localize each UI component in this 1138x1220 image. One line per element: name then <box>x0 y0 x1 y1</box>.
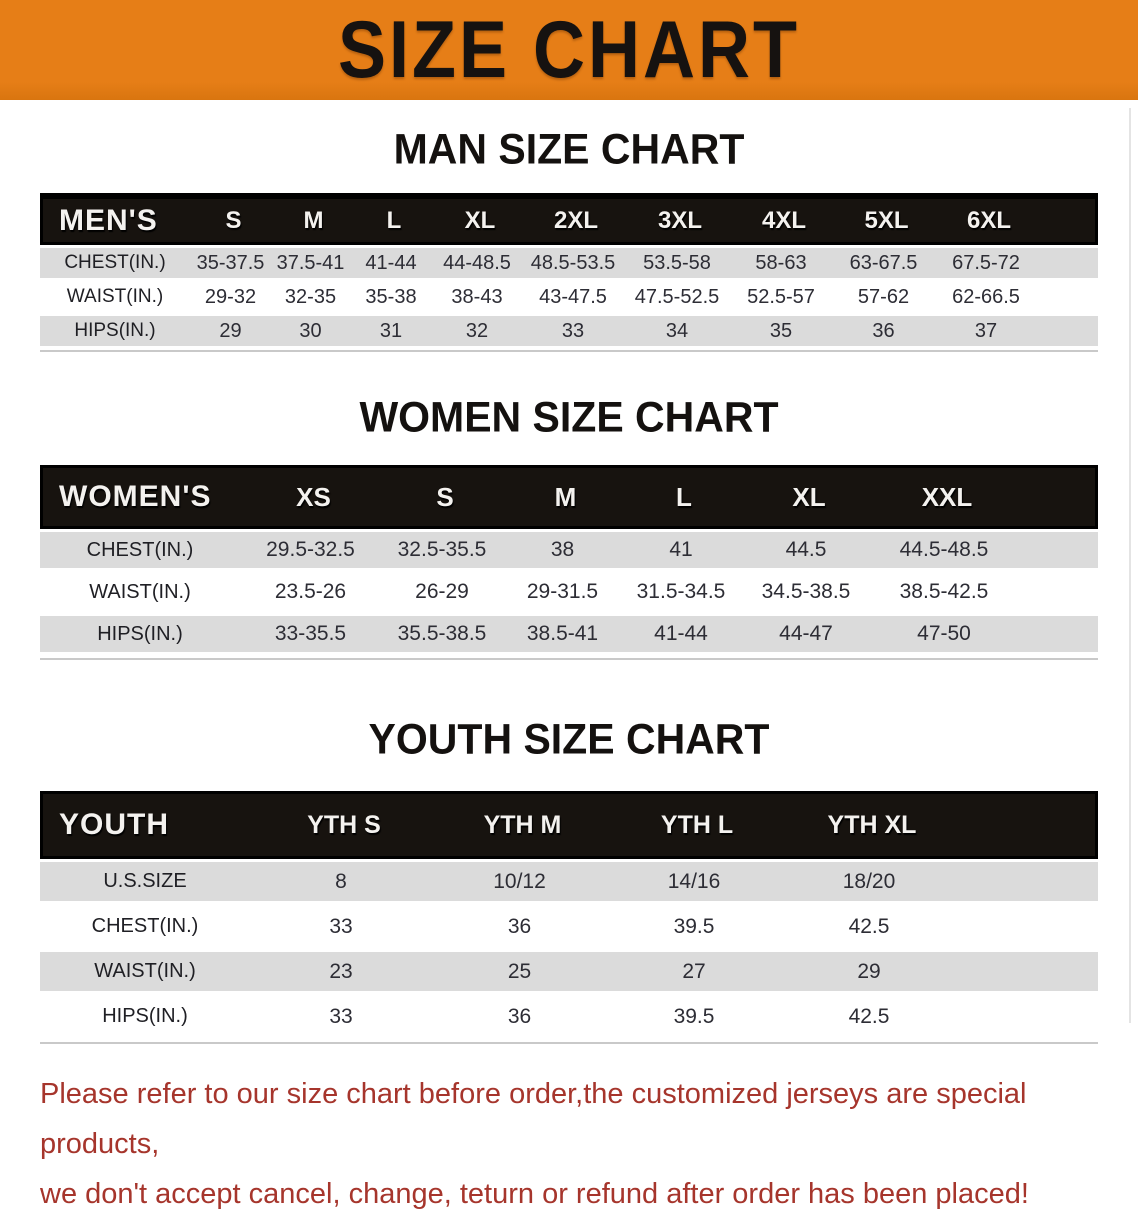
size-column-header: YTH M <box>483 810 562 839</box>
size-value: 62-66.5 <box>952 285 1020 308</box>
size-value: 37.5-41 <box>276 251 345 274</box>
measurement-row-label: WAIST(IN.) <box>89 580 191 603</box>
size-value: 44-48.5 <box>443 251 511 274</box>
row-spacer <box>1016 574 1098 610</box>
size-value: 29 <box>219 319 242 342</box>
size-value: 29-32 <box>204 285 257 308</box>
men-section-title: MAN SIZE CHART <box>393 124 745 174</box>
size-value: 47.5-52.5 <box>634 285 720 308</box>
size-column-header: 6XL <box>966 206 1011 234</box>
size-column-header: S <box>436 481 454 512</box>
women-section-title: WOMEN SIZE CHART <box>359 392 779 442</box>
size-column-header: L <box>386 206 402 234</box>
section-youth <box>0 716 1138 1044</box>
table-group-label: YOUTH <box>59 808 169 841</box>
table-header-row <box>40 193 1098 245</box>
size-value: 23.5-26 <box>274 580 347 603</box>
size-column-header: M <box>303 206 324 234</box>
size-value: 35 <box>769 319 793 342</box>
size-value: 32.5-35.5 <box>397 538 487 561</box>
size-column-header: XL <box>464 206 496 234</box>
size-value: 53.5-58 <box>643 251 711 274</box>
section-men <box>0 126 1138 352</box>
size-value: 18/20 <box>842 869 896 893</box>
size-value: 30 <box>299 319 322 342</box>
row-spacer <box>1037 282 1098 312</box>
size-column-header: 2XL <box>553 206 598 234</box>
table-header-row <box>40 791 1098 859</box>
size-value: 39.5 <box>673 1004 715 1028</box>
size-value: 44-47 <box>779 622 833 645</box>
header-spacer <box>1040 199 1101 242</box>
size-row-waist-in <box>40 574 1098 616</box>
size-column-header: M <box>554 481 577 512</box>
table-header-row <box>40 465 1098 529</box>
size-value: 29-31.5 <box>526 580 599 603</box>
size-value: 8 <box>335 869 347 893</box>
measurement-row-label: CHEST(IN.) <box>91 915 199 937</box>
size-value: 44.5 <box>785 538 827 561</box>
size-value: 14/16 <box>667 869 721 893</box>
size-column-header: XXL <box>921 481 973 512</box>
size-value: 32 <box>465 319 489 342</box>
row-spacer <box>957 907 1098 946</box>
order-policy-note <box>40 1070 1118 1220</box>
size-value: 38.5-41 <box>526 622 599 645</box>
size-value: 38-43 <box>451 285 503 308</box>
size-value: 35.5-38.5 <box>397 622 487 645</box>
size-value: 25 <box>507 959 532 983</box>
youth-section-title: YOUTH SIZE CHART <box>368 714 770 764</box>
youth-size-table <box>40 791 1098 1044</box>
size-value: 42.5 <box>848 1004 890 1028</box>
size-value: 23 <box>329 959 353 983</box>
size-value: 33 <box>329 1004 353 1028</box>
size-column-header: L <box>676 481 692 512</box>
size-value: 52.5-57 <box>747 285 815 308</box>
size-value: 43-47.5 <box>539 285 607 308</box>
size-value: 35-38 <box>365 285 417 308</box>
size-value: 39.5 <box>673 914 715 938</box>
size-column-header: S <box>225 206 242 234</box>
size-value: 41 <box>669 538 693 561</box>
measurement-row-label: CHEST(IN.) <box>86 538 194 561</box>
row-spacer <box>1037 248 1098 278</box>
size-value: 34.5-38.5 <box>761 580 851 603</box>
size-value: 47-50 <box>917 622 971 645</box>
size-value: 32-35 <box>284 285 337 308</box>
size-value: 58-63 <box>755 251 807 274</box>
header-spacer <box>1019 468 1101 526</box>
size-value: 35-37.5 <box>196 251 265 274</box>
measurement-row-label: WAIST(IN.) <box>94 960 196 982</box>
measurement-row-label: CHEST(IN.) <box>64 252 166 273</box>
size-value: 33 <box>561 319 585 342</box>
size-value: 38.5-42.5 <box>899 580 989 603</box>
note-line-2: we don't accept cancel, change, teturn or refund after order has been placed! <box>40 1177 1029 1210</box>
table-group-label: MEN'S <box>59 203 158 237</box>
men-size-table <box>40 193 1098 352</box>
note-line-1: Please refer to our size chart before order,the customized jerseys are special products, <box>40 1078 1027 1160</box>
size-value: 29 <box>857 959 881 983</box>
size-value: 63-67.5 <box>849 251 918 274</box>
size-row-chest-in <box>40 248 1098 282</box>
size-row-hips-in <box>40 997 1098 1042</box>
measurement-row-label: HIPS(IN.) <box>97 622 183 645</box>
size-column-header: YTH S <box>307 810 381 839</box>
size-value: 10/12 <box>493 869 546 893</box>
size-column-header: 5XL <box>864 206 909 234</box>
measurement-row-label: HIPS(IN.) <box>74 320 156 341</box>
row-spacer <box>1016 532 1098 568</box>
size-value: 33-35.5 <box>274 622 347 645</box>
size-row-chest-in <box>40 532 1098 574</box>
size-column-header: 4XL <box>761 206 806 234</box>
size-value: 33 <box>329 914 353 938</box>
size-value: 44.5-48.5 <box>899 538 989 561</box>
size-row-waist-in <box>40 282 1098 316</box>
measurement-row-label: U.S.SIZE <box>103 870 187 892</box>
size-column-header: YTH XL <box>827 810 917 839</box>
size-value: 27 <box>682 959 706 983</box>
row-spacer <box>957 997 1098 1036</box>
measurement-row-label: HIPS(IN.) <box>102 1005 188 1027</box>
page-title: SIZE CHART <box>338 5 800 95</box>
size-value: 36 <box>507 914 532 938</box>
size-value: 31 <box>379 319 403 342</box>
size-value: 38 <box>550 538 575 561</box>
size-value: 34 <box>665 319 689 342</box>
section-women <box>0 394 1138 660</box>
row-spacer <box>1016 616 1098 652</box>
size-value: 29.5-32.5 <box>266 538 355 561</box>
size-value: 26-29 <box>415 580 469 603</box>
scan-edge-artifact <box>1129 108 1131 1023</box>
row-spacer <box>957 862 1098 901</box>
row-spacer <box>1037 316 1098 346</box>
size-column-header: 3XL <box>657 206 702 234</box>
size-row-hips-in <box>40 616 1098 658</box>
size-value: 48.5-53.5 <box>530 251 616 274</box>
size-column-header: XL <box>792 481 826 512</box>
size-column-header: XS <box>296 481 331 512</box>
table-group-label: WOMEN'S <box>59 480 212 513</box>
row-spacer <box>957 952 1098 991</box>
size-row-u-s-size <box>40 862 1098 907</box>
banner <box>0 0 1138 100</box>
size-row-waist-in <box>40 952 1098 997</box>
measurement-row-label: WAIST(IN.) <box>66 286 164 307</box>
size-row-hips-in <box>40 316 1098 350</box>
size-value: 42.5 <box>848 914 890 938</box>
size-value: 41-44 <box>654 622 708 645</box>
women-size-table <box>40 465 1098 660</box>
size-value: 37 <box>974 319 998 342</box>
size-column-header: YTH L <box>660 810 734 839</box>
size-value: 36 <box>872 319 895 342</box>
size-value: 31.5-34.5 <box>636 580 726 603</box>
size-value: 36 <box>507 1004 532 1028</box>
size-value: 67.5-72 <box>952 251 1020 274</box>
size-value: 57-62 <box>857 285 910 308</box>
header-spacer <box>960 794 1101 856</box>
size-value: 41-44 <box>365 251 417 274</box>
size-row-chest-in <box>40 907 1098 952</box>
